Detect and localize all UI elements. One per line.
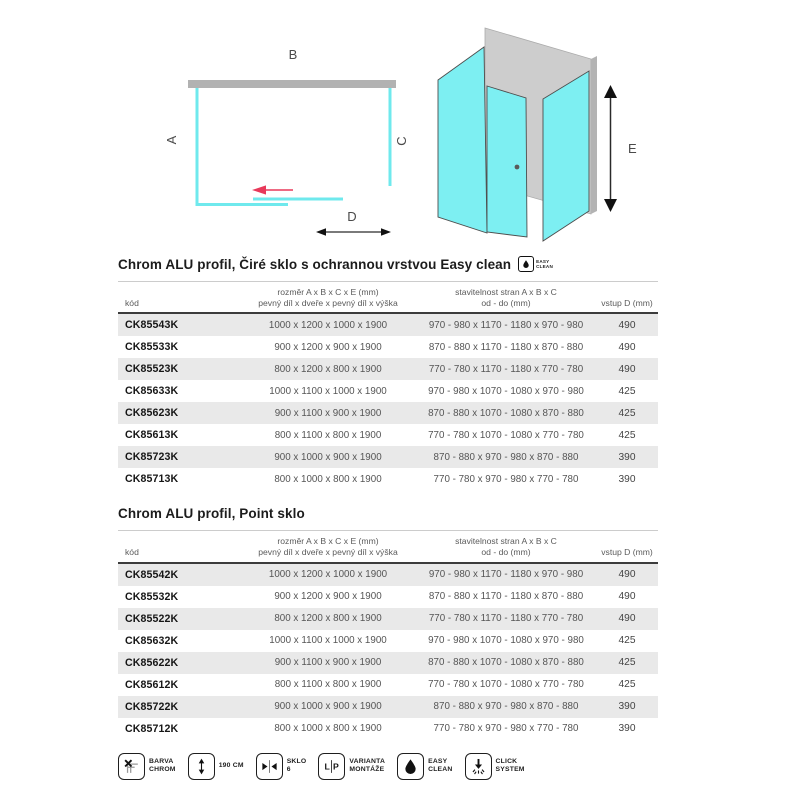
dim-label-a: A xyxy=(164,135,179,145)
adjustability-cell: 870 - 880 x 1170 - 1180 x 870 - 880 xyxy=(428,591,584,603)
product-code: CK85542K xyxy=(125,568,179,581)
product-table-point xyxy=(118,530,658,739)
adjustability-cell: 770 - 780 x 1070 - 1080 x 770 - 780 xyxy=(428,429,584,441)
table-row xyxy=(118,358,658,380)
dimension-cell: 900 x 1000 x 900 x 1900 xyxy=(274,451,382,463)
column-header-vstup: vstup D (mm) xyxy=(601,297,653,308)
entry-width-cell: 490 xyxy=(618,319,636,331)
dimension-cell: 1000 x 1100 x 1000 x 1900 xyxy=(269,385,387,397)
feature-label: BARVA CHROM xyxy=(149,758,176,774)
dim-label-b: B xyxy=(288,47,298,62)
product-code: CK85622K xyxy=(125,656,179,669)
wall-bar xyxy=(188,80,396,88)
column-header-rozmer: rozměr A x B x C x E (mm) pevný díl x dveře x pevný díl x výška xyxy=(258,287,398,308)
product-code: CK85713K xyxy=(125,473,179,486)
product-code: CK85532K xyxy=(125,590,179,603)
product-code: CK85543K xyxy=(125,319,179,332)
dimension-cell: 900 x 1100 x 900 x 1900 xyxy=(274,407,382,419)
entry-width-cell: 425 xyxy=(618,429,636,441)
dim-label-d: D xyxy=(347,209,357,224)
dimension-cell: 900 x 1000 x 900 x 1900 xyxy=(274,701,382,713)
adjustability-cell: 870 - 880 x 1170 - 1180 x 870 - 880 xyxy=(428,341,584,353)
feature-label: 190 CM xyxy=(218,762,244,770)
product-code: CK85722K xyxy=(125,700,179,713)
column-header-stavitelnost: stavitelnost stran A x B x C od - do (mm) xyxy=(455,536,557,558)
dim-label-c: C xyxy=(394,136,409,146)
table-header xyxy=(118,530,658,563)
product-code: CK85632K xyxy=(125,634,179,647)
dimension-cell: 800 x 1000 x 800 x 1900 xyxy=(274,723,382,735)
dimension-cell: 800 x 1200 x 800 x 1900 xyxy=(274,613,382,625)
product-code: CK85533K xyxy=(125,341,179,354)
table-row xyxy=(118,718,658,740)
side-panel-right xyxy=(543,71,589,241)
dim-label-e: E xyxy=(628,141,637,156)
column-header-kod: kód xyxy=(125,297,139,308)
column-header-vstup: vstup D (mm) xyxy=(601,547,653,558)
table-row xyxy=(118,564,658,586)
product-code: CK85522K xyxy=(125,612,179,625)
dimension-cell: 900 x 1200 x 900 x 1900 xyxy=(274,591,382,603)
dimension-cell: 800 x 1100 x 800 x 1900 xyxy=(274,429,382,441)
slide-direction-arrow xyxy=(252,185,293,194)
feature-item xyxy=(188,753,244,780)
dimension-cell: 800 x 1200 x 800 x 1900 xyxy=(274,363,382,375)
table-row xyxy=(118,674,658,696)
feature-label: EASY CLEAN xyxy=(428,758,453,774)
entry-width-cell: 490 xyxy=(618,613,636,625)
entry-width-cell: 490 xyxy=(618,569,636,581)
dimension-cell: 800 x 1000 x 800 x 1900 xyxy=(274,473,382,485)
table-header xyxy=(118,281,658,314)
perspective-diagram xyxy=(420,18,680,260)
product-code: CK85633K xyxy=(125,385,179,398)
feature-label: SKLO 6 xyxy=(286,758,307,774)
entry-width-cell: 425 xyxy=(618,657,636,669)
floorplan-diagram xyxy=(140,33,420,251)
entry-width-cell: 425 xyxy=(618,385,636,397)
wall-edge xyxy=(591,56,597,214)
adjustability-cell: 770 - 780 x 970 - 980 x 770 - 780 xyxy=(433,723,579,735)
dimension-cell: 800 x 1100 x 800 x 1900 xyxy=(274,679,382,691)
height-icon xyxy=(188,753,215,780)
variant-icon xyxy=(318,753,345,780)
spec-content xyxy=(118,256,658,780)
product-code: CK85612K xyxy=(125,678,179,691)
adjustability-cell: 970 - 980 x 1170 - 1180 x 970 - 980 xyxy=(428,569,584,581)
column-header-kod: kód xyxy=(125,547,139,558)
section-1-title: Chrom ALU profil, Čiré sklo s ochrannou vrstvou Easy clean xyxy=(118,256,512,272)
svg-text:P: P xyxy=(333,761,340,772)
feature-item xyxy=(318,753,385,780)
table-row xyxy=(118,424,658,446)
entry-width-cell: 425 xyxy=(618,679,636,691)
section-2-header xyxy=(118,506,658,521)
easy-clean-badge xyxy=(518,256,553,272)
svg-text:L: L xyxy=(324,761,331,772)
feature-item xyxy=(397,753,452,780)
entry-width-cell: 390 xyxy=(618,723,636,735)
product-code: CK85712K xyxy=(125,722,179,735)
adjustability-cell: 870 - 880 x 1070 - 1080 x 870 - 880 xyxy=(428,407,584,419)
entry-width-cell: 390 xyxy=(618,451,636,463)
adjustability-cell: 770 - 780 x 970 - 980 x 770 - 780 xyxy=(433,473,579,485)
adjustability-cell: 970 - 980 x 1070 - 1080 x 970 - 980 xyxy=(428,635,584,647)
feature-item xyxy=(256,753,307,780)
product-code: CK85723K xyxy=(125,451,179,464)
adjustability-cell: 770 - 780 x 1170 - 1180 x 770 - 780 xyxy=(428,613,584,625)
table-body xyxy=(118,564,658,740)
glass-walls-plan xyxy=(196,88,391,206)
table-row xyxy=(118,446,658,468)
entry-width-cell: 425 xyxy=(618,635,636,647)
dimension-cell: 1000 x 1100 x 1000 x 1900 xyxy=(269,635,387,647)
table-row xyxy=(118,652,658,674)
entry-dimension-arrow xyxy=(316,228,391,236)
feature-label: VARIANTA MONTÁŽE xyxy=(349,758,386,774)
entry-width-cell: 390 xyxy=(618,701,636,713)
product-code: CK85523K xyxy=(125,363,179,376)
adjustability-cell: 970 - 980 x 1170 - 1180 x 970 - 980 xyxy=(428,319,584,331)
adjustability-cell: 870 - 880 x 970 - 980 x 870 - 880 xyxy=(433,701,579,713)
product-table-easy-clean xyxy=(118,281,658,490)
adjustability-cell: 870 - 880 x 970 - 980 x 870 - 880 xyxy=(433,451,579,463)
adjustability-cell: 770 - 780 x 1170 - 1180 x 770 - 780 xyxy=(428,363,584,375)
adjustability-cell: 970 - 980 x 1070 - 1080 x 970 - 980 xyxy=(428,385,584,397)
table-row xyxy=(118,336,658,358)
entry-width-cell: 490 xyxy=(618,363,636,375)
dimension-cell: 900 x 1200 x 900 x 1900 xyxy=(274,341,382,353)
section-2-title: Chrom ALU profil, Point sklo xyxy=(118,506,305,522)
glass-icon xyxy=(256,753,283,780)
easyclean-icon xyxy=(397,753,424,780)
column-header-stavitelnost: stavitelnost stran A x B x C od - do (mm) xyxy=(455,287,557,308)
product-code: CK85623K xyxy=(125,407,179,420)
table-row xyxy=(118,314,658,336)
height-dimension-arrow xyxy=(604,85,617,212)
easy-clean-drop-icon xyxy=(518,256,534,272)
table-row xyxy=(118,696,658,718)
entry-width-cell: 390 xyxy=(618,473,636,485)
sliding-door xyxy=(487,86,527,237)
table-row xyxy=(118,468,658,490)
corner-profile-icon xyxy=(118,753,145,780)
table-row xyxy=(118,402,658,424)
feature-label: CLICK SYSTEM xyxy=(495,758,525,774)
door-knob xyxy=(515,165,520,170)
table-row xyxy=(118,380,658,402)
adjustability-cell: 770 - 780 x 1070 - 1080 x 770 - 780 xyxy=(428,679,584,691)
feature-item xyxy=(118,753,176,780)
section-1-header xyxy=(118,256,658,272)
dimension-cell: 1000 x 1200 x 1000 x 1900 xyxy=(268,569,388,581)
adjustability-cell: 870 - 880 x 1070 - 1080 x 870 - 880 xyxy=(428,657,584,669)
product-code: CK85613K xyxy=(125,429,179,442)
dimension-cell: 900 x 1100 x 900 x 1900 xyxy=(274,657,382,669)
table-row xyxy=(118,586,658,608)
feature-item xyxy=(465,753,525,780)
entry-width-cell: 490 xyxy=(618,341,636,353)
table-body xyxy=(118,314,658,490)
table-row xyxy=(118,608,658,630)
easy-clean-badge-label: EASY CLEAN xyxy=(536,258,553,269)
column-header-rozmer: rozměr A x B x C x E (mm) pevný díl x dveře x pevný díl x výška xyxy=(258,536,398,558)
side-panel-left xyxy=(438,47,487,233)
click-icon xyxy=(465,753,492,780)
feature-icons-row xyxy=(118,753,658,780)
table-row xyxy=(118,630,658,652)
dimension-cell: 1000 x 1200 x 1000 x 1900 xyxy=(268,319,388,331)
entry-width-cell: 490 xyxy=(618,591,636,603)
entry-width-cell: 425 xyxy=(618,407,636,419)
